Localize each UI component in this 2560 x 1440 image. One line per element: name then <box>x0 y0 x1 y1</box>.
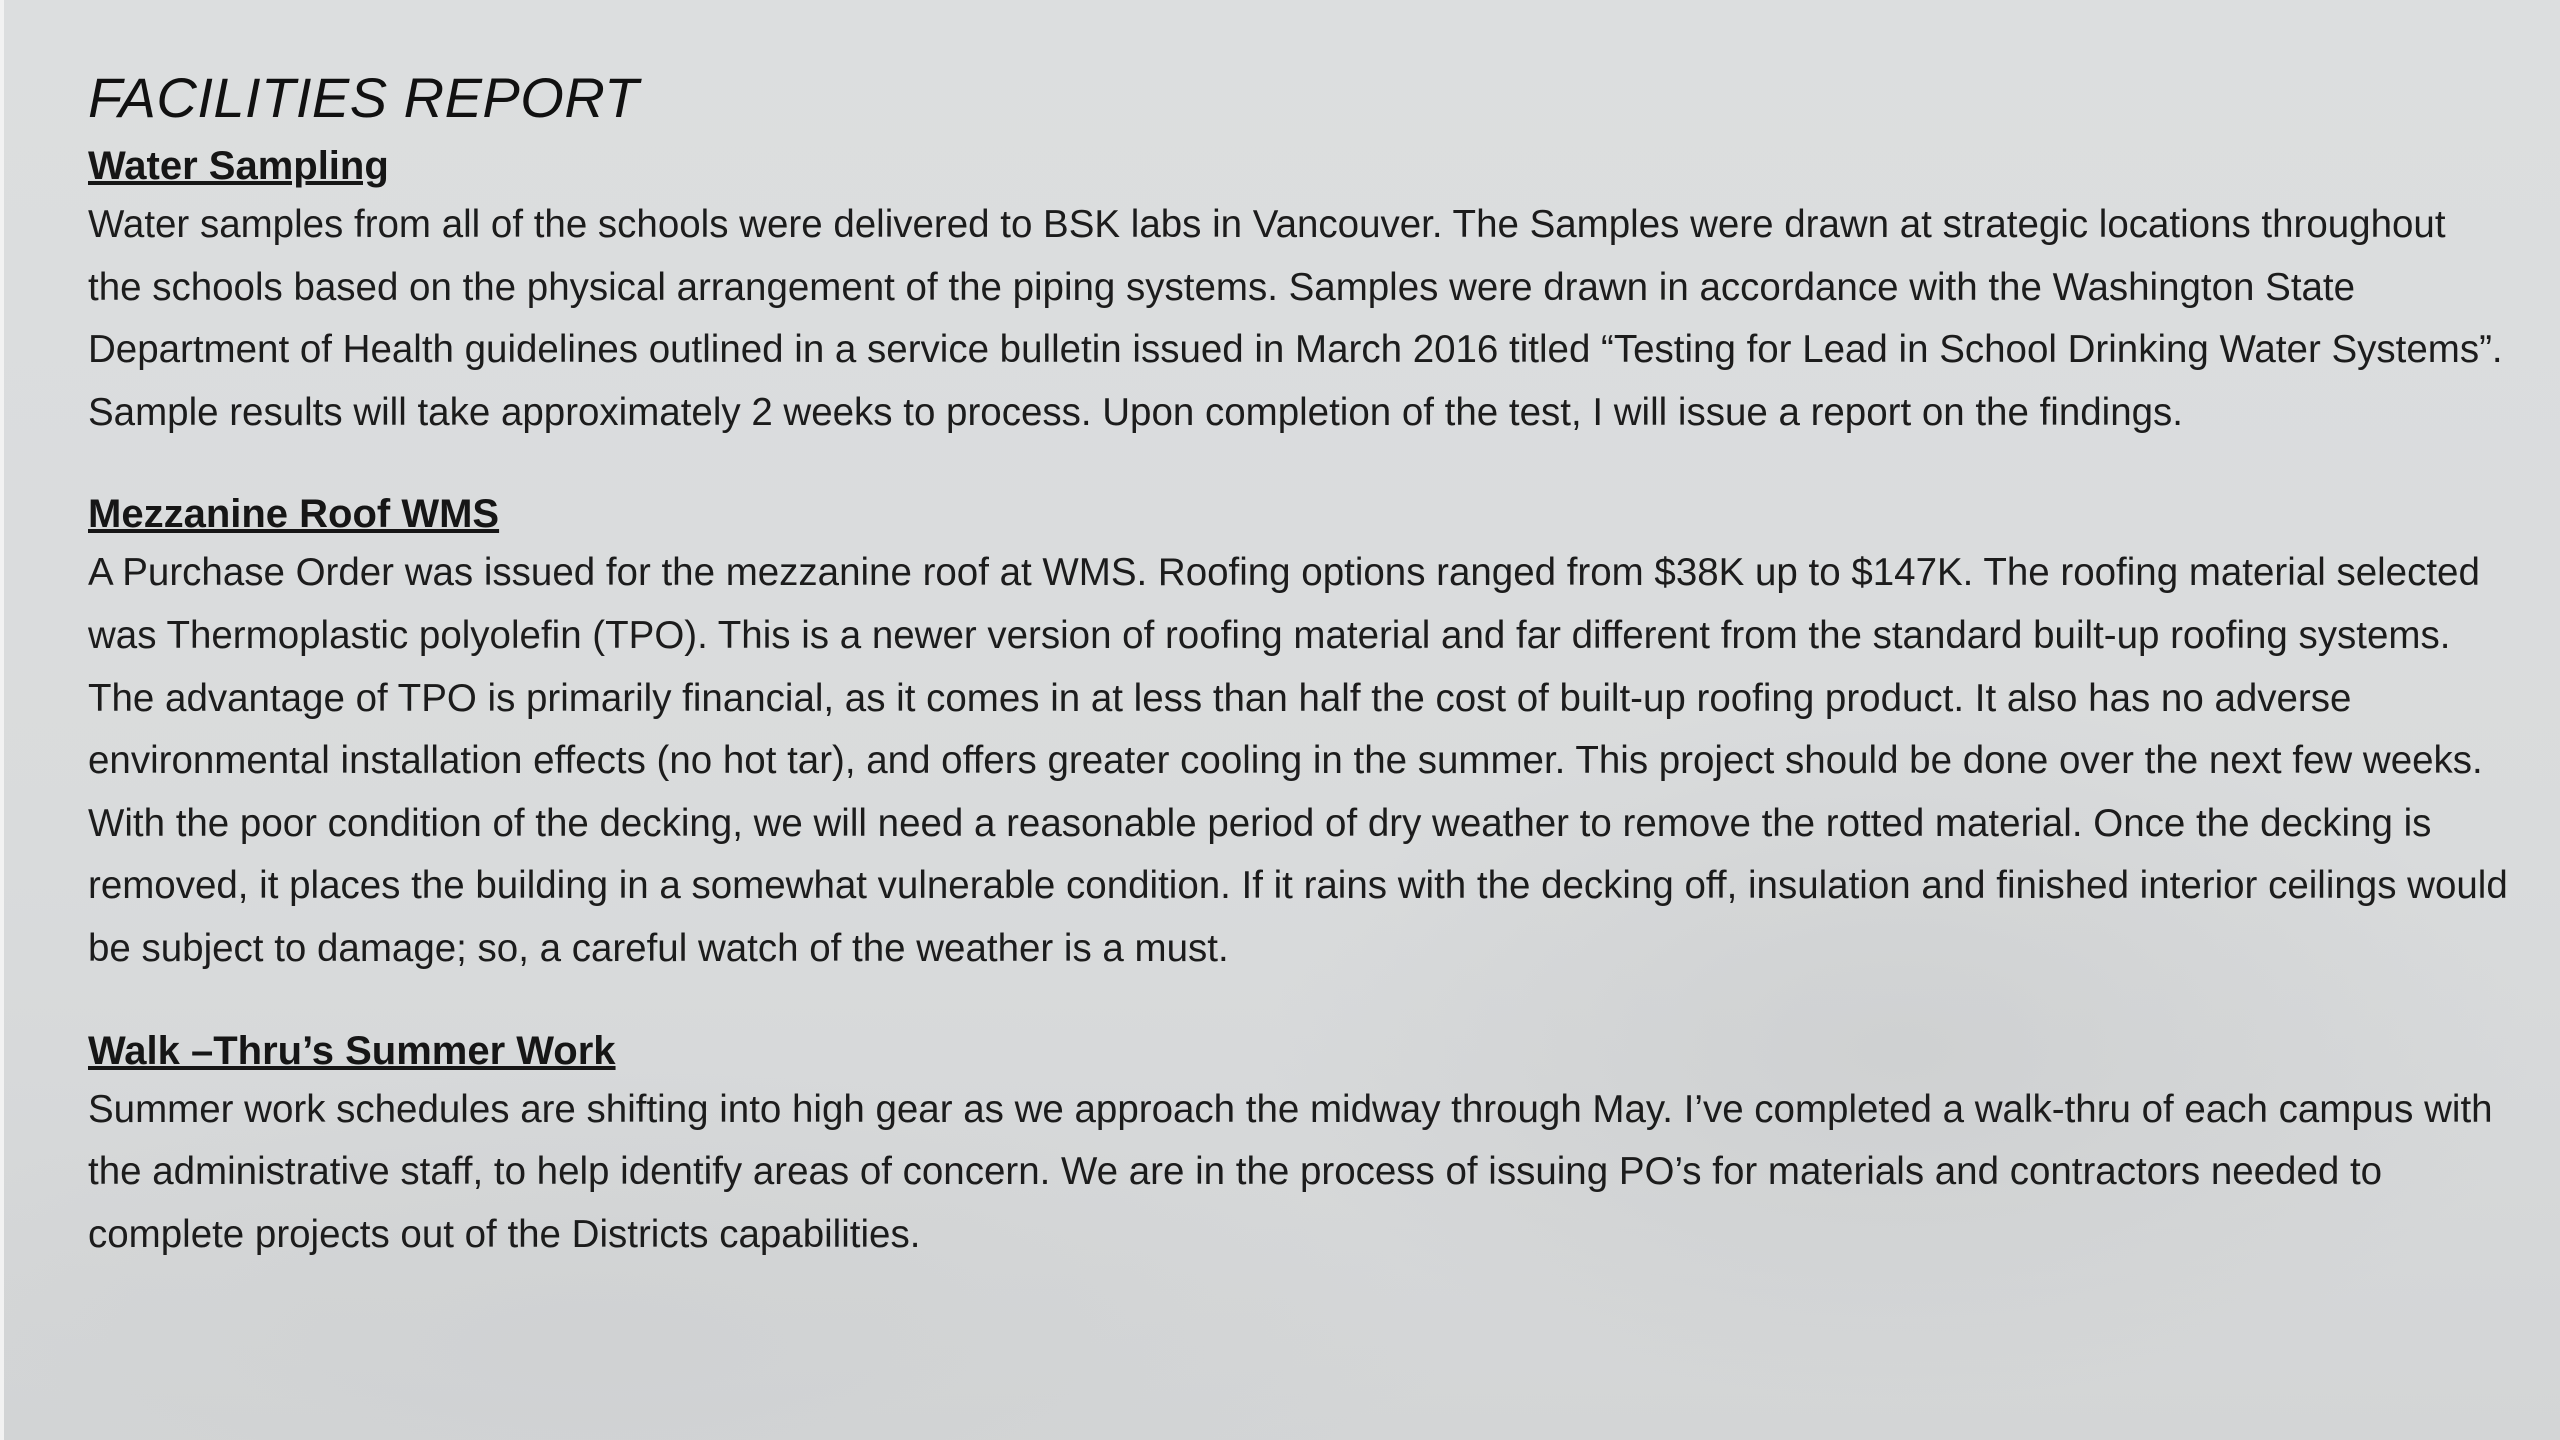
section-summer-work <box>88 1023 2508 1267</box>
report-title: FACILITIES REPORT <box>88 66 639 129</box>
section-heading: Water Sampling <box>88 144 389 188</box>
section-spacer <box>88 981 2508 1023</box>
section-water-sampling <box>88 138 2508 444</box>
section-body: A Purchase Order was issued for the mezzanine roof at WMS. Roofing options ranged from $38K up to $147K. The roofing material selected was Thermoplastic polyolefin (TPO). This is a newer version of roofing material and far different from the standard built-up roofing systems. The advantage of TPO is primarily financial, as it comes in at less than half the cost of built-up roofing product. It also has no adverse environmental installation effects (no hot tar), and offers greater cooling in the summer. This project should be done over the next few weeks. With the poor condition of the decking, we will need a reasonable period of dry weather to remove the rotted material. Once the decking is removed, it places the building in a somewhat vulnerable condition. If it rains with the decking off, insulation and finished interior ceilings would be subject to damage; so, a careful watch of the weather is a must. <box>88 551 2508 970</box>
section-spacer <box>88 444 2508 486</box>
section-heading: Walk –Thru’s Summer Work <box>88 1028 616 1073</box>
slide-left-edge <box>0 0 4 1440</box>
section-body: Water samples from all of the schools were delivered to BSK labs in Vancouver. The Samples were drawn at strategic locations throughout the schools based on the physical arrangement of the piping systems. Samples were drawn in accordance with the Washington State Department of Health guidelines outlined in a service bulletin issued in March 2016 titled “Testing for Lead in School Drinking Water Systems”. Sample results will take approximately 2 weeks to process. Upon completion of the test, I will issue a report on the findings. <box>88 203 2503 434</box>
section-body: Summer work schedules are shifting into high gear as we approach the midway through May. I’ve completed a walk-thru of each campus with the administrative staff, to help identify areas of concern. We are in the process of issuing PO’s for materials and contractors needed to complete projects out of the Districts capabilities. <box>88 1087 2493 1256</box>
section-mezzanine-roof <box>88 486 2508 980</box>
report-content <box>88 58 2508 1266</box>
section-heading: Mezzanine Roof WMS <box>88 492 500 537</box>
